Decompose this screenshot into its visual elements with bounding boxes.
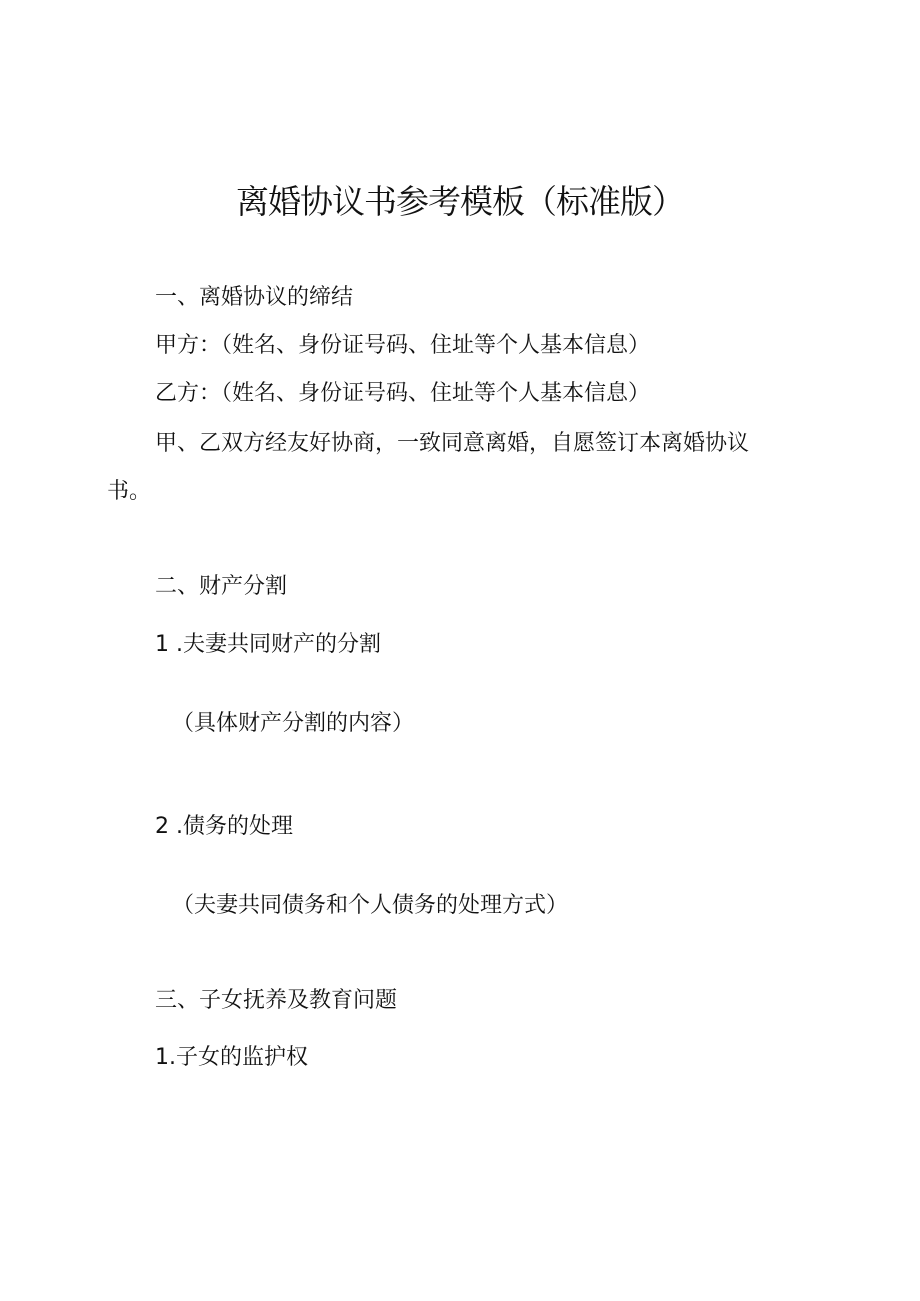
party-a-line: 甲方：（姓名、身份证号码、住址等个人基本信息）	[155, 333, 651, 358]
agreement-paragraph-line-2: 书。	[107, 479, 152, 504]
item-2-2-heading: 2 .债务的处理	[155, 814, 293, 839]
section-2-heading: 二、财产分割	[155, 574, 288, 599]
party-b-line: 乙方：（姓名、身份证号码、住址等个人基本信息）	[155, 381, 651, 406]
section-1-heading: 一、离婚协议的缔结	[155, 285, 354, 310]
section-3-heading: 三、子女抚养及教育问题	[155, 988, 398, 1013]
document-title: 离婚协议书参考模板（标准版）	[236, 182, 684, 221]
item-2-2-content: （夫妻共同债务和个人债务的处理方式）	[172, 893, 569, 918]
item-2-1-heading: 1 .夫妻共同财产的分割	[155, 632, 381, 657]
agreement-paragraph-line-1: 甲、乙双方经友好协商，一致同意离婚，自愿签订本离婚协议	[155, 431, 750, 456]
item-3-1-heading: 1.子女的监护权	[155, 1045, 308, 1070]
item-2-1-content: （具体财产分割的内容）	[172, 711, 415, 736]
